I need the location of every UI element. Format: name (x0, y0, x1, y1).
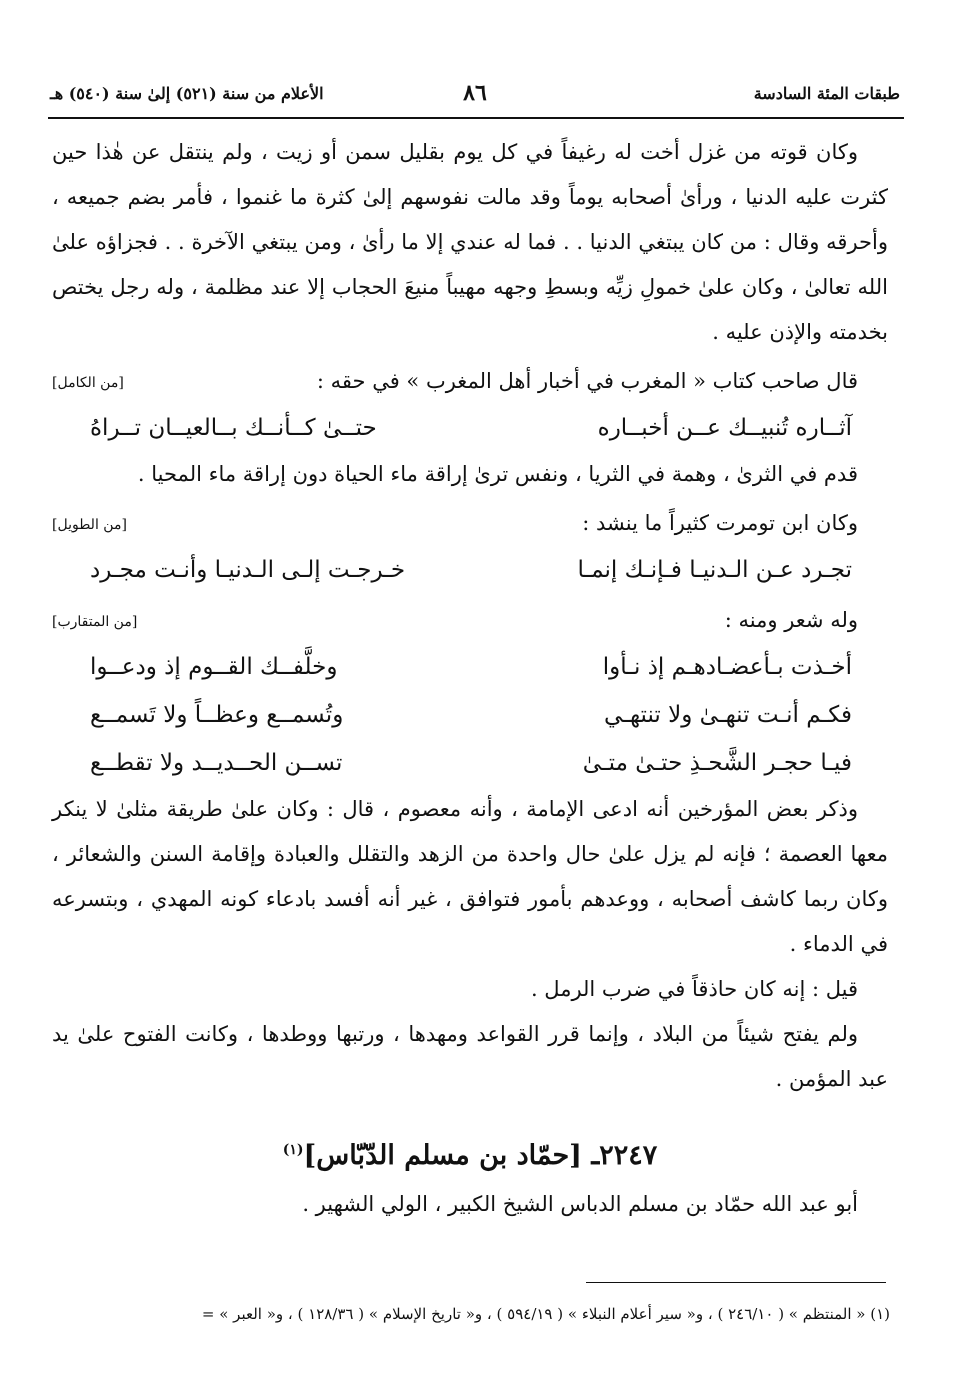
meter-label: [من المتقارب] (52, 614, 138, 630)
footnote-divider (586, 1282, 886, 1283)
header-divider (48, 117, 904, 119)
verse-first-hemistich: تجـرد عـن الـدنيـا فـإنـك إنمـا (577, 557, 852, 583)
meter-label: [من الطويل] (52, 517, 127, 533)
paragraph-4: قيل : إنه كان حاذقاً في ضرب الرمل . (530, 977, 858, 1001)
page-body (52, 130, 888, 1227)
verse-first-hemistich: فيـا حجـر الشَّحـذِ حتـىٰ متـىٰ (582, 750, 852, 776)
verse-line (52, 739, 888, 787)
paragraph-3: وذكر بعض المؤرخين أنه ادعى الإمامة ، وأنه معصوم ، قال : وكان علىٰ طريقة مثلىٰ لا ينكر معها العصمة ؛ فإنه لم يزل علىٰ حال واحدة من الزهد والتقلل والعبادة وإقامة السنن والشعائر ، وكان ربما كاشف أصحابه ، ووعدهم بأمور فتوافق ، غير أنه أفسد بادعاء كونه المهدي ، وبتسرعه في الدماء . (52, 797, 888, 956)
verse-second-hemistich: خـرجـت إلـى الـدنيـا وأنـت مجـرد (90, 557, 406, 583)
entry-title-text: ٢٢٤٧ـ [حمّاد بن مسلم الدّبّاس] (303, 1140, 658, 1171)
entry-heading (52, 1124, 888, 1182)
poem-intro-2 (52, 501, 888, 546)
page-number: ٨٦ (463, 80, 487, 106)
poem-intro-text: وكان ابن تومرت كثيراً ما ينشد : (582, 511, 858, 535)
header-book-section: طبقات المئة السادسة (753, 84, 900, 103)
verse-second-hemistich: حتــىٰ كــأنــك بــالعيــان تــراهُ (90, 415, 377, 441)
header-chapter-range: الأعلام من سنة (٥٢١) إلىٰ سنة (٥٤٠) هـ (50, 84, 324, 103)
verse-second-hemistich: وتُسمــع وعظــاً ولا تَسمــع (90, 702, 344, 728)
verse-line (52, 691, 888, 739)
paragraph-5: ولم يفتح شيئاً من البلاد ، وإنما قرر القواعد ومهدها ، ورتبها ووطدها ، وكانت الفتوح علىٰ يد عبد المؤمن . (52, 1022, 888, 1091)
verse-first-hemistich: أخـذت بـأعضـادهـم إذ نـأوا (602, 654, 852, 680)
verse-second-hemistich: وخلَّفــك القــوم إذ ودعــوا (90, 654, 338, 680)
poem-intro-3 (52, 598, 888, 643)
poem-intro-text: قال صاحب كتاب « المغرب في أخبار أهل المغرب » في حقه : (316, 369, 858, 393)
verse-second-hemistich: تســن الحــديــد ولا تقطــع (90, 750, 343, 776)
footnote: (١) « المنتظم » ( ٢٤٦/١٠ ) ، و« سير أعلام النبلاء » ( ٥٩٤/١٩ ) ، و« تاريخ الإسلام » ( ١٢٨/٣٦ ) ، و« العبر » = (201, 1305, 890, 1323)
entry-subtitle: أبو عبد الله حمّاد بن مسلم الدباس الشيخ الكبير ، الولي الشهير . (302, 1192, 858, 1216)
poem-intro-text: وله شعر ومنه : (724, 608, 858, 632)
paragraph-1: وكان قوته من غزل أخت له رغيفاً في كل يوم بقليل سمن أو زيت ، ولم ينتقل عن هٰذا حين كثرت عليه الدنيا ، ورأىٰ أصحابه يوماً وقد مالت نفوسهم إلىٰ كثرة ما غنموا ، فأمر بضم جميعه ، وأحرقه وقال : من كان يبتغي الدنيا . . فما له عندي إلا ما رأىٰ ، ومن يبتغي الآخرة . . فجزاؤه علىٰ الله تعالىٰ ، وكان علىٰ خمولِ زيِّه وبسطِ وجهه مهيباً منيعَ الحجاب إلا عند مظلمة ، وله رجل يختص بخدمته والإذن عليه . (52, 140, 888, 344)
paragraph-2: قدم في الثرىٰ ، وهمة في الثريا ، ونفس ترىٰ إراقة ماء الحياة دون إراقة ماء المحيا . (137, 462, 858, 486)
verse-first-hemistich: آثــاره تُنبيــك عــن أخبــاره (597, 415, 852, 441)
running-header (50, 80, 900, 110)
poem-intro-1 (52, 359, 888, 404)
verse-line (52, 643, 888, 691)
verse-first-hemistich: فكـم أنـت تنهـىٰ ولا تنتهـي (604, 702, 852, 728)
verse-line (52, 404, 888, 452)
footnote-marker: (١) (282, 1142, 304, 1158)
verse-line (52, 546, 888, 594)
meter-label: [من الكامل] (52, 375, 124, 391)
